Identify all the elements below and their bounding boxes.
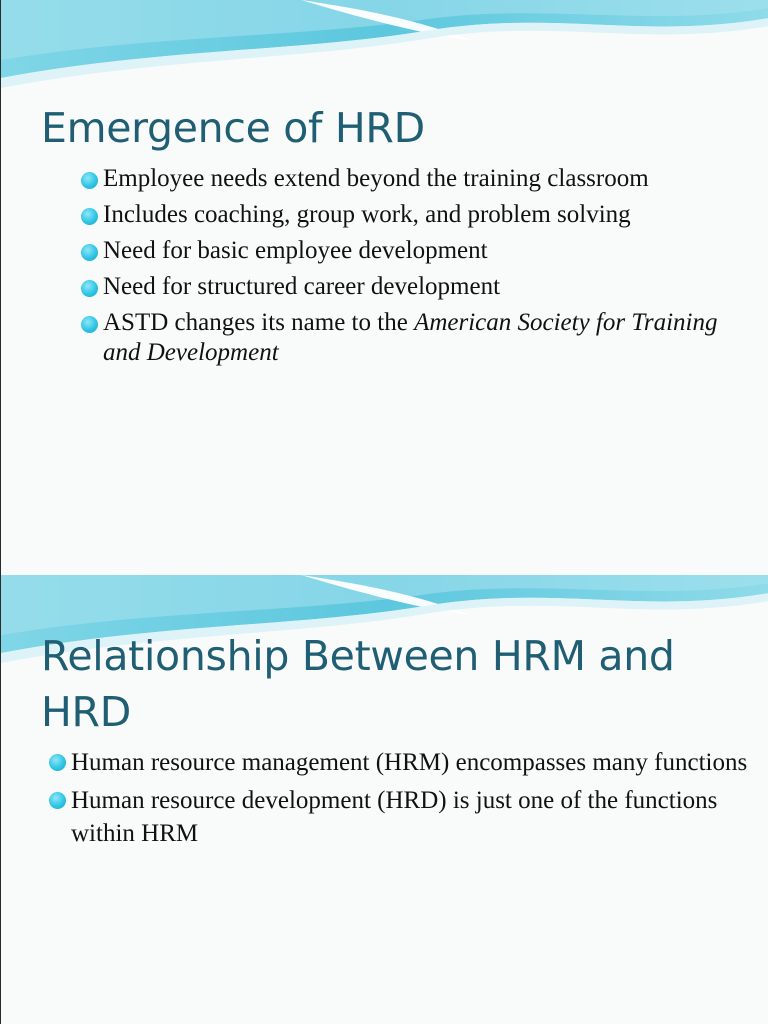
circle-bullet-icon [49,754,66,771]
list-item [49,784,749,850]
wave-header-decoration [1,0,768,100]
circle-bullet-icon [81,280,98,297]
circle-bullet-icon [49,792,66,809]
circle-bullet-icon [81,316,98,333]
bullet-text: Employee needs extend beyond the training classroom [103,165,649,192]
slide-relationship-hrm-hrd [0,575,768,1024]
circle-bullet-icon [81,172,98,189]
bullet-text: Human resource development (HRD) is just one of the functions within HRM [71,787,718,847]
list-item [81,164,721,194]
bullet-list [81,164,721,374]
list-item [81,200,721,230]
list-item [81,272,721,302]
bullet-text: ASTD changes its name to the [103,309,415,336]
bullet-text: Need for basic employee development [103,237,488,264]
bullet-text: Human resource management (HRM) encompasses many functions [71,749,748,776]
circle-bullet-icon [81,244,98,261]
bullet-italic-text: American Society for Training and Development [103,309,718,366]
bullet-list [49,746,749,855]
list-item [49,746,749,779]
list-item [81,308,721,368]
list-item [81,236,721,266]
bullet-text: Need for structured career development [103,273,501,300]
slide-title: Relationship Between HRM and HRD [41,632,675,736]
circle-bullet-icon [81,208,98,225]
bullet-text: Includes coaching, group work, and problem solving [103,201,631,228]
slide-title: Emergence of HRD [41,104,425,152]
